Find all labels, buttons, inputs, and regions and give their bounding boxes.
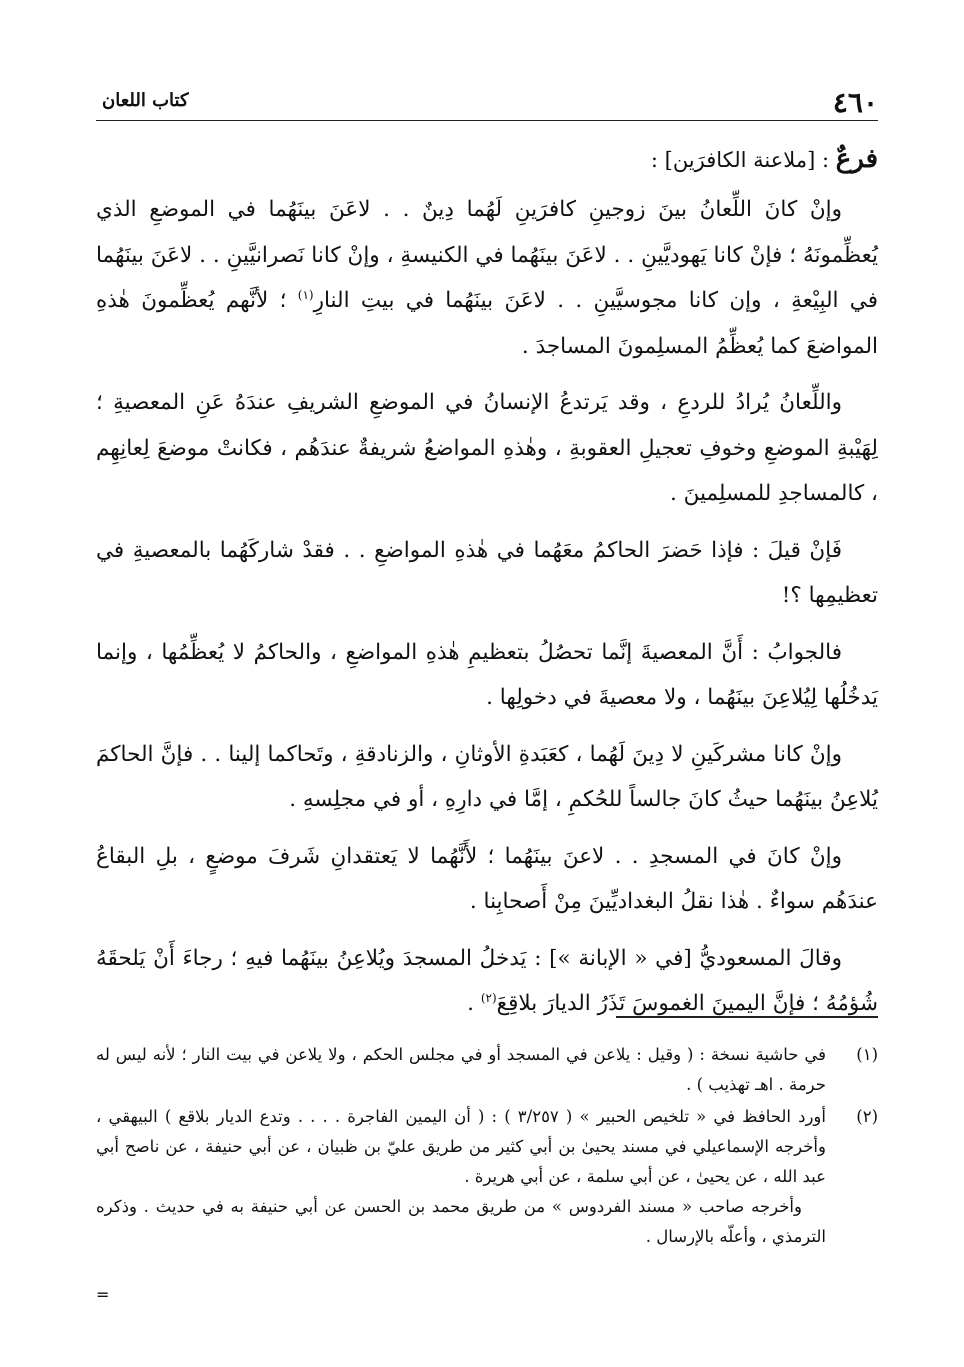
running-title: كتاب اللعان <box>102 90 189 111</box>
footnote-number: (١) <box>856 1045 878 1064</box>
footnote-text: في حاشية نسخة : ( وقيل : يلاعن في المسجد أو في مجلس الحكم ، ولا يلاعن في بيت النار ؛ لأنه ليس له حرمة . اهـ تهذيب ) . <box>96 1045 826 1094</box>
footnote-text: وأخرجه صاحب « مسند الفردوس » من طريق محمد بن الحسن عن أبي حنيفة به في حديث . وذكره الترمذي ، وأعلّه بالإرسال . <box>96 1197 826 1246</box>
paragraph <box>96 834 878 925</box>
paragraph-text: وإنْ كانا مشركَينِ لا دِينَ لَهُما ، كعَبَدةِ الأوثانِ ، والزنادقةِ ، وتَحاكما إلينا . . فإنَّ الحاكمَ يُلاعِنُ بينَهُما حيثُ كانَ جالساً للحُكمِ ، إمَّا في دارِهِ ، أو في مجلِسهِ . <box>96 741 878 812</box>
footnote-text: أورد الحافظ في « تلخيص الحبير » ( ٣/٢٥٧ ) : ( أن اليمين الفاجرة . . . . وتدع الديار بلاقع ) البيهقي ، وأخرجه الإسماعيلي في مسند يحيىٰ بن أبي كثير من طريق عليّ بن ظبيان ، عن أبي حنيفة ، عن ناصح أبي عبد الله ، عن يحيىٰ ، عن أبي سلمة ، عن أبي هريرة . <box>96 1107 826 1186</box>
paragraph <box>96 936 878 1027</box>
paragraph-text: واللِّعانُ يُرادُ للردعِ ، وقد يَرتدعُ الإنسانُ في الموضعِ الشريفِ عندَهُ عَنِ المعصيةِ ؛ لِهَيْبةِ الموضعِ وخوفِ تعجيلِ العقوبةِ ، وهٰذهِ المواضعُ شريفةٌ عندَهُم ، فكانتْ موضعَ لِعانِهِم ، كالمساجدِ للمسلِمينَ . <box>96 390 878 506</box>
footnotes <box>96 1040 878 1252</box>
footnote-ref[interactable]: (١) <box>297 287 314 302</box>
paragraph-text: وإنْ كانَ اللِّعانُ بينَ زوجينِ كافرَينِ لَهُما دِينٌ . . لاعَنَ بينَهُما في الموضعِ الذي يُعظِّمونَهُ ؛ فإنْ كانا يَهوديَّينِ . . لاعَنَ بينَهُما في الكنيسةِ ، وإنْ كانا نَصرانيَّينِ . . لاعَنَ بينَهُما في البِيْعةِ ، وإن كانا مجوسيَّينِ . . لاعَنَ بينَهُما في بيتِ النارِ <box>96 197 878 313</box>
paragraph-text: وقالَ المسعوديُّ [في « الإبانة »] : يَدخلُ المسجدَ ويُلاعِنُ بينَهُما فيهِ ؛ رجاءَ أَنْ يَلحقَهُ شُؤمُهُ ؛ فإنَّ اليمينَ الغموسَ تَذَرُ الديارَ بلاقِعَ <box>96 945 878 1016</box>
footnote-number: (٢) <box>856 1107 878 1126</box>
paragraph-text: . <box>467 991 481 1016</box>
paragraph <box>96 380 878 517</box>
header-rule <box>96 120 878 121</box>
footnote-separator <box>616 1016 878 1018</box>
paragraph-text: فالجوابُ : أَنَّ المعصيةَ إنَّما تحصُلُ بتعظيمِ هٰذهِ المواضعِ ، والحاكمُ لا يُعظِّمُها ، وإنما يَدخُلُها لِيُلاعِنَ بينَهُما ، ولا معصيةَ في دخولِها . <box>96 639 878 710</box>
paragraph-text: فَإنْ قيلَ : فإذا حَضرَ الحاكمُ معَهُما في هٰذهِ المواضعِ . . فقدْ شاركَهُما بالمعصيةِ في تعظيمِها ؟! <box>96 537 878 608</box>
footnote-ref[interactable]: (٢) <box>480 990 497 1005</box>
page-continuation-mark: = <box>96 1285 110 1304</box>
footnote-2 <box>96 1102 878 1252</box>
section-heading-lead: فرعٌ <box>835 144 878 174</box>
footnote-1 <box>96 1040 878 1100</box>
paragraph <box>96 732 878 823</box>
paragraph-text: وإنْ كانَ في المسجدِ . . لاعنَ بينَهُما ؛ لأَنَّهُما لا يَعتقدانِ شَرفَ موضعٍ ، بلِ البقاعُ عندَهُم سواءٌ . هٰذا نقلُ البغداديِّينَ مِنْ أَصحابِنا . <box>96 843 878 914</box>
section-heading <box>96 136 878 183</box>
book-page <box>96 0 878 1367</box>
page-number: ٤٦٠ <box>832 86 878 119</box>
section-heading-title: : [ملاعنة الكافرَين] : <box>650 148 836 172</box>
main-text <box>96 136 878 1038</box>
paragraph <box>96 630 878 721</box>
paragraph-text: ؛ لأنَّهم يُعظِّمونَ هٰذهِ المواضعَ كما يُعظِّمُ المسلِمونَ المساجدَ . <box>96 288 878 359</box>
paragraph <box>96 187 878 369</box>
page-header <box>96 86 878 118</box>
paragraph <box>96 528 878 619</box>
